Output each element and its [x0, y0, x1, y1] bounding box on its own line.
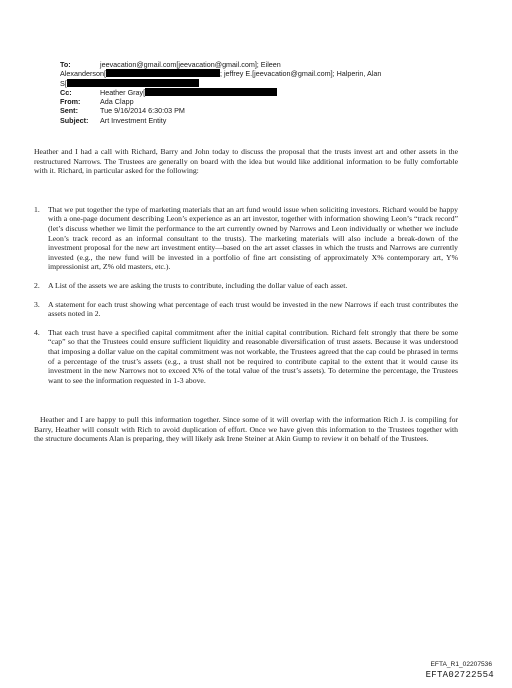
cc-value: Heather Gray[ [100, 87, 146, 97]
cc-label: Cc: [60, 87, 72, 97]
email-header [60, 60, 460, 125]
from-value: Ada Clapp [100, 97, 134, 107]
subject-row [60, 116, 460, 125]
to-row [60, 60, 460, 69]
sent-value: Tue 9/16/2014 6:30:03 PM [100, 106, 185, 116]
sent-label: Sent: [60, 106, 78, 116]
item-text: That each trust have a specified capital commitment after the initial capital contribution. Richard felt strongly that there be some “cap” so that the Trustees could ensure sufficient liquidity and reasonable diversification of trust assets. Because it was understood that imposing a dollar value on the capital commitment was not workable, the Trustees agreed that the cap could be phrased in terms of a percentage of the trust’s assets (e.g., a trust shall not be required to contribute capital to the extent that it would cause its investment in the new Narrows not to exceed X% of the total value of the trust’s assets). To determine the percentage, the Trustees want to see the information requested in 1-3 above. [48, 327, 458, 385]
list-item [34, 205, 458, 272]
email-body [34, 147, 458, 444]
bates-code-large: EFTA02722554 [425, 670, 494, 680]
item-number: 4. [34, 327, 40, 337]
redaction-bar [145, 88, 277, 96]
intro-paragraph: Heather and I had a call with Richard, Barry and John today to discuss the proposal that the trusts invest art and other assets in the restructured Narrows. The Trustees are generally on board with the idea but would like additional information to be fully comfortable with it. Richard, in particular asked for the following: [34, 147, 458, 176]
item-text: That we put together the type of marketing materials that an art fund would issue when soliciting investors. Richard would be happy with a one-page document describing Leon’s experience as an art investor, together with information showing Leon’s “track record” (let’s discuss whether we limit the performance to the art currently owned by Narrows and Leon individually or whether we include Leon’s track record as an informal consultant to the trusts). The marketing materials will also include a break-down of the investment proposal for the new art investment entity—based on the art asset classes in which the trusts and Narrows are currently invested (e.g., the new fund will be invested in a portfolio of fine art consisting of approximately X% contemporary art, Y% impressionist art, Z% old masters, etc.). [48, 204, 458, 272]
from-row [60, 97, 460, 106]
subject-label: Subject: [60, 115, 89, 125]
to-line-2b: ; jeffrey E.[jeevacation@gmail.com]; Halperin, Alan [219, 69, 382, 79]
to-line-2a: Alexanderson[ [60, 69, 106, 79]
closing-paragraph: Heather and I are happy to pull this information together. Since some of it will overlap with the information Rich J. is compiling for Barry, Heather will consult with Rich to avoid duplication of effort. Once we have given this information to the Trustees together with the structure documents Alan is preparing, they will likely ask Irene Steiner at Akin Gump to review it on behalf of the Trustees. [34, 415, 458, 444]
to-label: To: [60, 60, 71, 69]
list-item [34, 328, 458, 386]
cc-row [60, 88, 460, 97]
from-label: From: [60, 97, 81, 107]
item-number: 2. [34, 280, 40, 290]
bates-code-small: EFTA_R1_02207536 [430, 661, 492, 668]
item-number: 1. [34, 204, 40, 214]
to-line-1: jeevacation@gmail.com[jeevacation@gmail.com]; Eileen [100, 60, 281, 69]
to-line-3: S[ [60, 78, 67, 88]
redaction-bar [67, 79, 199, 87]
sent-row [60, 106, 460, 115]
list-item [34, 300, 458, 319]
item-number: 3. [34, 299, 40, 309]
item-text: A statement for each trust showing what percentage of each trust would be invested in the new Narrows if each trust contributes the assets noted in 2. [48, 299, 458, 319]
item-text: A List of the assets we are asking the trusts to contribute, including the dollar value of each asset. [48, 280, 348, 290]
subject-value: Art Investment Entity [100, 115, 167, 125]
to-row-2 [60, 69, 460, 78]
redaction-bar [106, 69, 220, 77]
list-item [34, 281, 458, 291]
to-row-3 [60, 79, 460, 88]
